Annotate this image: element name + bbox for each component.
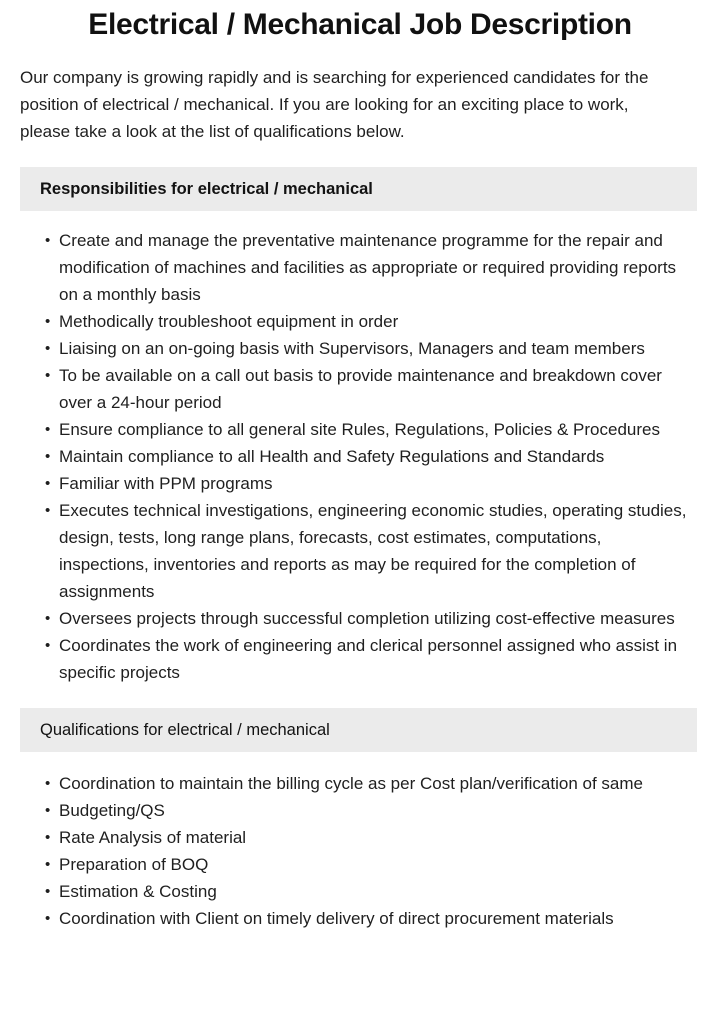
intro-paragraph: Our company is growing rapidly and is searching for experienced candidates for the position of electrical / mechanical. If you are looking for an exciting place to work, please take a look at the list of qualifications below. <box>20 67 649 141</box>
list-item: • Budgeting/QS <box>45 797 690 824</box>
list-item: • Maintain compliance to all Health and Safety Regulations and Standards <box>45 443 690 470</box>
section-heading-responsibilities: Responsibilities for electrical / mechanical <box>20 167 697 211</box>
list-item: • Coordination with Client on timely delivery of direct procurement materials <box>45 905 690 932</box>
page-bottom-spacer <box>0 932 720 966</box>
list-item: • Liaising on an on-going basis with Supervisors, Managers and team members <box>45 335 690 362</box>
section-responsibilities <box>0 167 720 686</box>
list-item: • Familiar with PPM programs <box>45 470 690 497</box>
list-item: • Coordinates the work of engineering and clerical personnel assigned who assist in specific projects <box>45 632 690 686</box>
list-item: • Create and manage the preventative maintenance programme for the repair and modification of machines and facilities as appropriate or required providing reports on a monthly basis <box>45 227 690 308</box>
list-item: • Estimation & Costing <box>45 878 690 905</box>
responsibilities-list <box>0 211 720 686</box>
list-item: • Preparation of BOQ <box>45 851 690 878</box>
list-item: • Executes technical investigations, engineering economic studies, operating studies, design, tests, long range plans, forecasts, cost estimates, computations, inspections, inventories and reports as may be required for the completion of assignments <box>45 497 690 605</box>
list-item: • Oversees projects through successful completion utilizing cost-effective measures <box>45 605 690 632</box>
list-item: • Ensure compliance to all general site Rules, Regulations, Policies & Procedures <box>45 416 690 443</box>
section-qualifications <box>0 708 720 932</box>
section-heading-qualifications: Qualifications for electrical / mechanical <box>20 708 697 752</box>
page-title: Electrical / Mechanical Job Description <box>88 8 632 41</box>
list-item: • Methodically troubleshoot equipment in order <box>45 308 690 335</box>
list-item: • Coordination to maintain the billing cycle as per Cost plan/verification of same <box>45 770 690 797</box>
list-item: • To be available on a call out basis to provide maintenance and breakdown cover over a 24-hour period <box>45 362 690 416</box>
qualifications-list <box>0 752 720 932</box>
list-item: • Rate Analysis of material <box>45 824 690 851</box>
